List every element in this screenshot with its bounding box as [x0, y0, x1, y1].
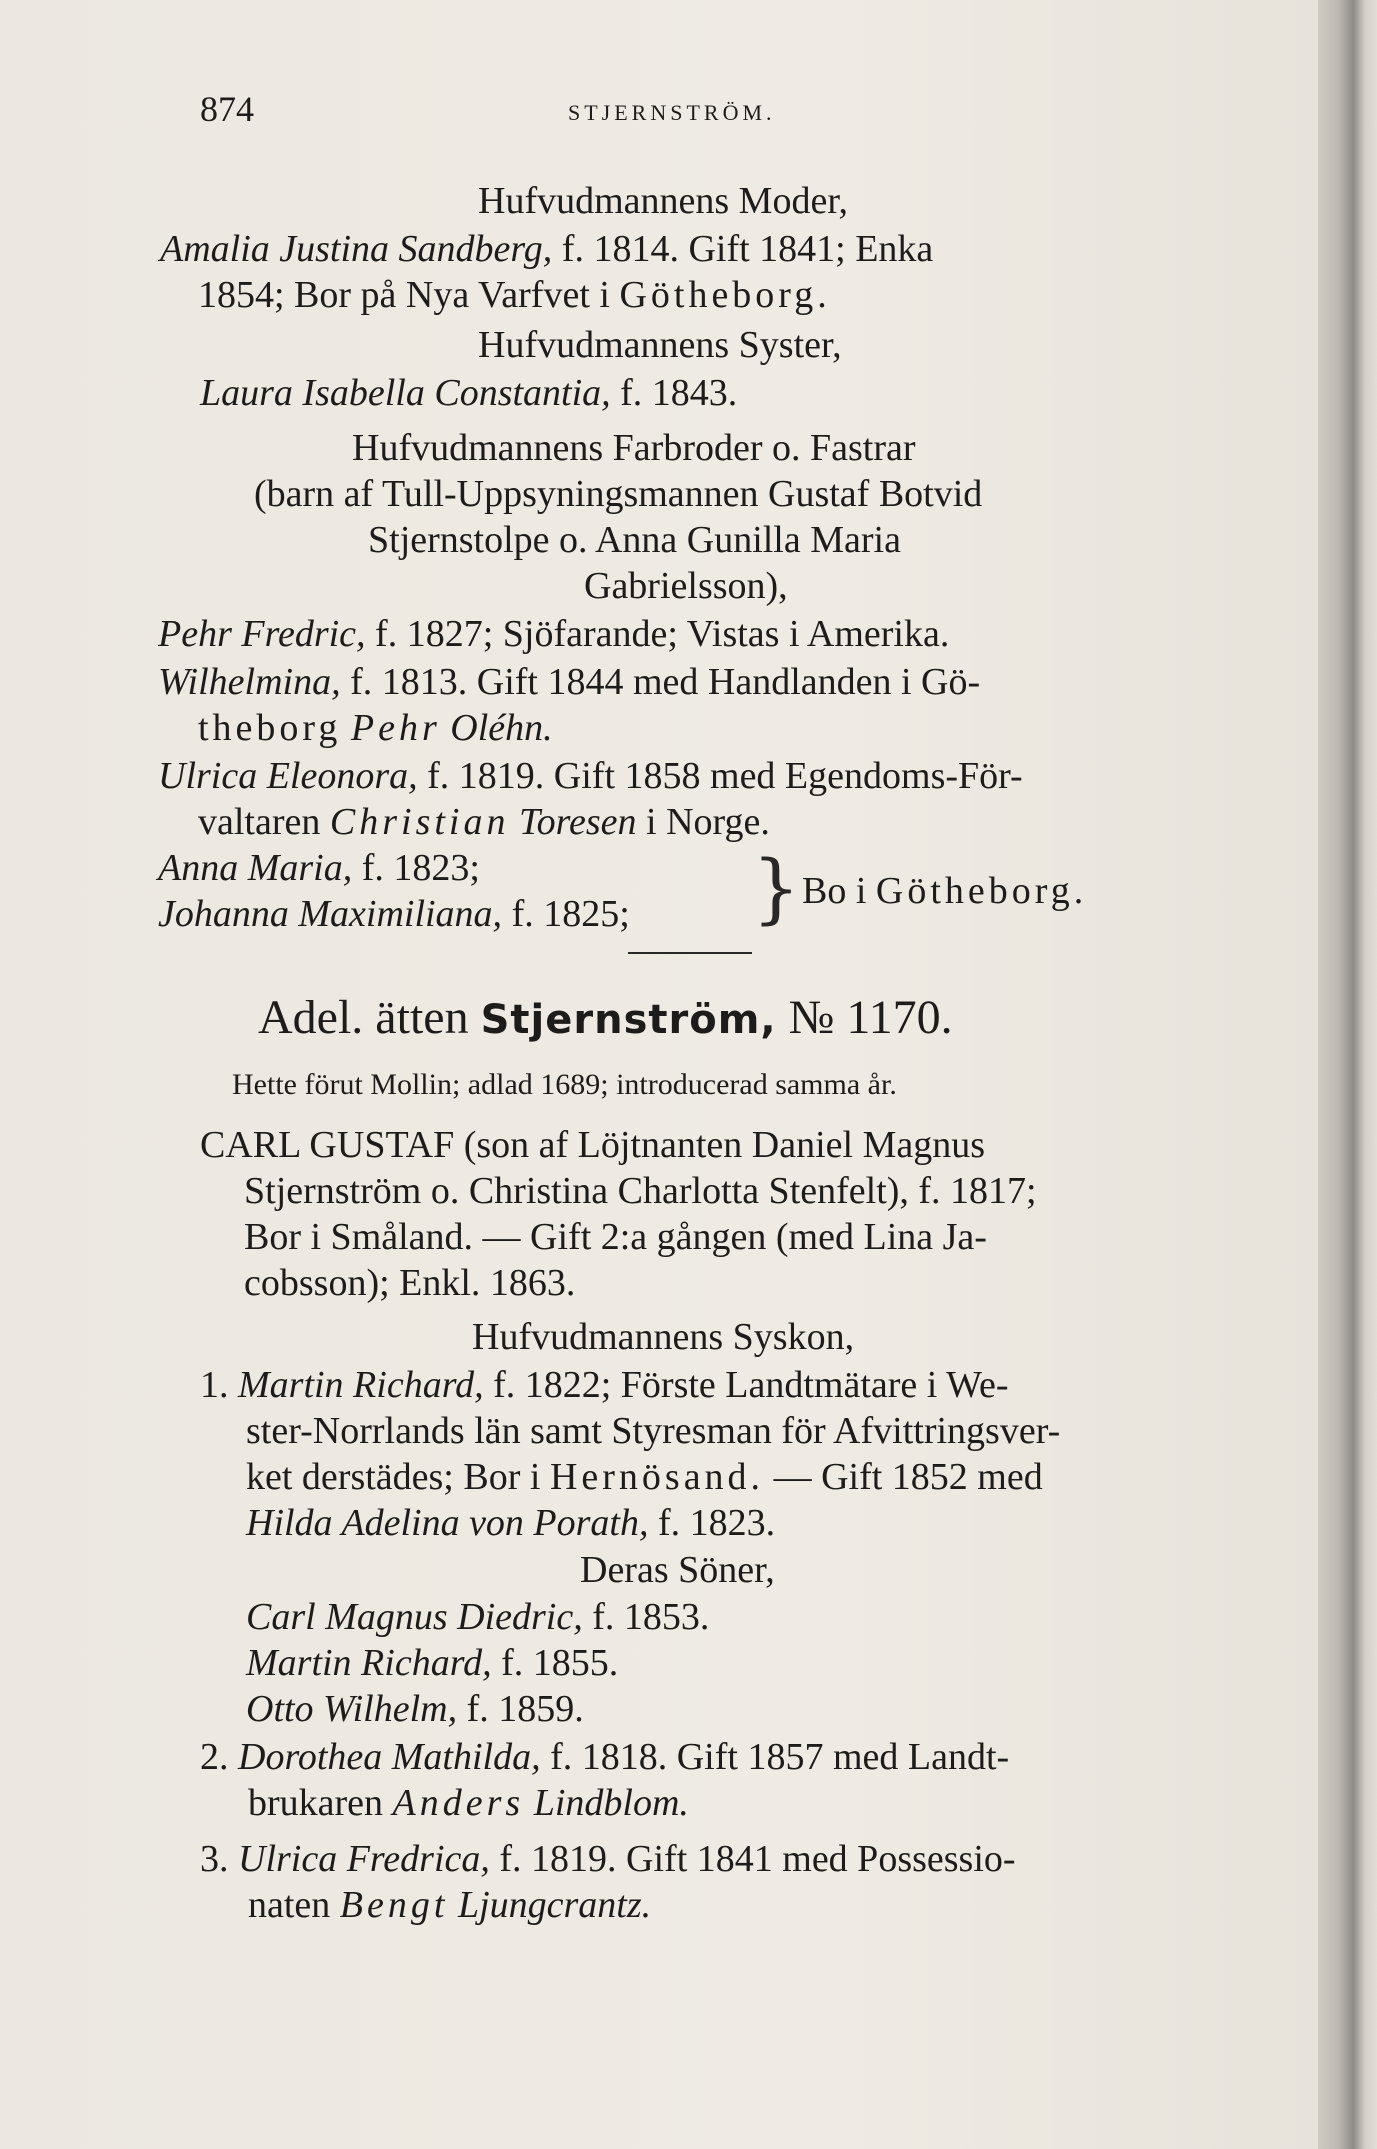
carl-line-2: Stjernström o. Christina Charlotta Stenfelt), f. 1817; [244, 1170, 1037, 1212]
sibling-2-line-2 [248, 1780, 689, 1826]
family-name: Stjernström, [480, 997, 777, 1043]
johanna-name: Johanna Maximiliana, [158, 893, 503, 935]
son-2-text: f. 1855. [501, 1642, 619, 1684]
wilhelmina-name: Wilhelmina, [158, 661, 341, 703]
sibling-2-text: f. 1818. Gift 1857 med Landt- [550, 1736, 1010, 1778]
pehr-name: Pehr Fredric, [158, 613, 366, 655]
anna-entry [158, 845, 480, 891]
page-edge [1318, 0, 1377, 2149]
sibling-3-number: 3. [200, 1838, 229, 1880]
sibling-2-number: 2. [200, 1736, 229, 1778]
son-1-text: f. 1853. [592, 1596, 710, 1638]
sibling-2-entry [200, 1734, 1009, 1780]
bo-place: Götheborg. [875, 870, 1088, 912]
ulrica-entry [158, 753, 1023, 799]
ulrica-text-3: i Norge. [646, 801, 770, 843]
ulrica-text: f. 1819. Gift 1858 med Egendoms-För- [427, 755, 1023, 797]
sibling-3-line-2 [248, 1882, 651, 1928]
sibling-3-spouse-last: Ljungcrantz. [457, 1884, 652, 1926]
sibling-1-entry [200, 1362, 1009, 1408]
wilhelmina-text: f. 1813. Gift 1844 med Handlanden i Gö- [350, 661, 981, 703]
sibling-1-spouse-name: Hilda Adelina von Porath, [246, 1502, 649, 1544]
ulrica-entry-line2 [198, 799, 770, 845]
sibling-1-name: Martin Richard, [238, 1364, 484, 1406]
pehr-text: f. 1827; Sjöfarande; Vistas i Amerika. [375, 613, 950, 655]
sibling-1-line-3 [246, 1454, 1043, 1500]
mother-text: f. 1814. Gift 1841; Enka [561, 228, 934, 270]
sibling-2-line-2-text: brukaren [248, 1782, 384, 1824]
wilhelmina-spouse-first: Pehr [350, 707, 441, 749]
sibling-1-line-3a: ket derstädes; Bor i [246, 1456, 541, 1498]
son-3-name: Otto Wilhelm, [246, 1688, 458, 1730]
ulrica-name: Ulrica Eleonora, [158, 755, 418, 797]
sister-text: f. 1843. [620, 372, 738, 414]
mother-place: Götheborg. [619, 274, 831, 316]
carl-line-4: cobsson); Enkl. 1863. [244, 1262, 576, 1304]
son-1-name: Carl Magnus Diedric, [246, 1596, 583, 1638]
bo-label: Bo i [802, 870, 867, 912]
curly-brace-icon: } [752, 843, 801, 932]
sibling-3-entry [200, 1836, 1016, 1882]
son-3-text: f. 1859. [466, 1688, 584, 1730]
anna-text: f. 1823; [361, 847, 480, 889]
mother-heading: Hufvudmannens Moder, [478, 180, 848, 222]
family-note: Hette förut Mollin; adlad 1689; introducerad samma år. [232, 1068, 897, 1101]
son-1 [246, 1594, 709, 1640]
sibling-1-place: Hernösand. [549, 1456, 765, 1498]
carl-line-1: CARL GUSTAF (son af Löjtnanten Daniel Magnus [200, 1124, 986, 1166]
mother-text-2: 1854; Bor på Nya Varfvet i [198, 274, 610, 316]
sister-name: Laura Isabella Constantia, [200, 372, 611, 414]
wilhelmina-spouse-last: Oléhn. [450, 707, 553, 749]
mother-entry-line2 [198, 272, 831, 318]
sibling-3-line-2-text: naten [248, 1884, 331, 1926]
uncles-heading-2: (barn af Tull-Uppsyningsmannen Gustaf Botvid [254, 473, 983, 515]
sibling-3-spouse-first: Bengt [339, 1884, 449, 1926]
sibling-2-spouse-last: Lindblom. [533, 1782, 689, 1824]
sons-heading: Deras Söner, [580, 1549, 775, 1591]
uncles-heading-4: Gabrielsson), [584, 565, 788, 607]
running-title: STJERNSTRÖM. [568, 100, 776, 125]
bo-text [802, 868, 1087, 914]
sibling-3-name: Ulrica Fredrica, [238, 1838, 490, 1880]
sibling-1-line-3b: — Gift 1852 med [773, 1456, 1043, 1498]
mother-entry [160, 226, 933, 272]
sibling-1-spouse-text: f. 1823. [658, 1502, 776, 1544]
sibling-1-line-2: ster-Norrlands län samt Styresman för Afvittringsver- [246, 1410, 1061, 1452]
page-number: 874 [200, 89, 254, 129]
family-heading-prefix: Adel. ätten [258, 991, 469, 1044]
sibling-1-spouse [246, 1500, 775, 1546]
siblings-heading: Hufvudmannens Syskon, [472, 1316, 855, 1358]
uncles-heading-1: Hufvudmannens Farbroder o. Fastrar [352, 427, 916, 469]
carl-line-3: Bor i Småland. — Gift 2:a gången (med Lina Ja- [244, 1216, 987, 1258]
family-heading [258, 990, 953, 1048]
pehr-entry [158, 611, 949, 657]
wilhelmina-place: theborg [198, 707, 342, 749]
sister-entry [200, 370, 737, 416]
johanna-entry [158, 891, 630, 937]
uncles-heading-3: Stjernstolpe o. Anna Gunilla Maria [368, 519, 901, 561]
sibling-1-number: 1. [200, 1364, 229, 1406]
son-2-name: Martin Richard, [246, 1642, 492, 1684]
ulrica-spouse-last: Toresen [518, 801, 637, 843]
anna-name: Anna Maria, [158, 847, 353, 889]
family-number: № 1170. [788, 991, 953, 1044]
section-divider [628, 952, 752, 954]
son-2 [246, 1640, 618, 1686]
sibling-2-spouse-first: Anders [392, 1782, 525, 1824]
mother-name: Amalia Justina Sandberg, [160, 228, 553, 270]
son-3 [246, 1686, 584, 1732]
wilhelmina-entry-line2 [198, 705, 553, 751]
ulrica-text-2: valtaren [198, 801, 321, 843]
johanna-text: f. 1825; [511, 893, 630, 935]
sibling-1-text: f. 1822; Förste Landtmätare i We- [493, 1364, 1009, 1406]
ulrica-spouse-first: Christian [329, 801, 510, 843]
sibling-2-name: Dorothea Mathilda, [238, 1736, 541, 1778]
sister-heading: Hufvudmannens Syster, [478, 324, 842, 366]
sibling-3-text: f. 1819. Gift 1841 med Possessio- [499, 1838, 1016, 1880]
wilhelmina-entry [158, 659, 980, 705]
